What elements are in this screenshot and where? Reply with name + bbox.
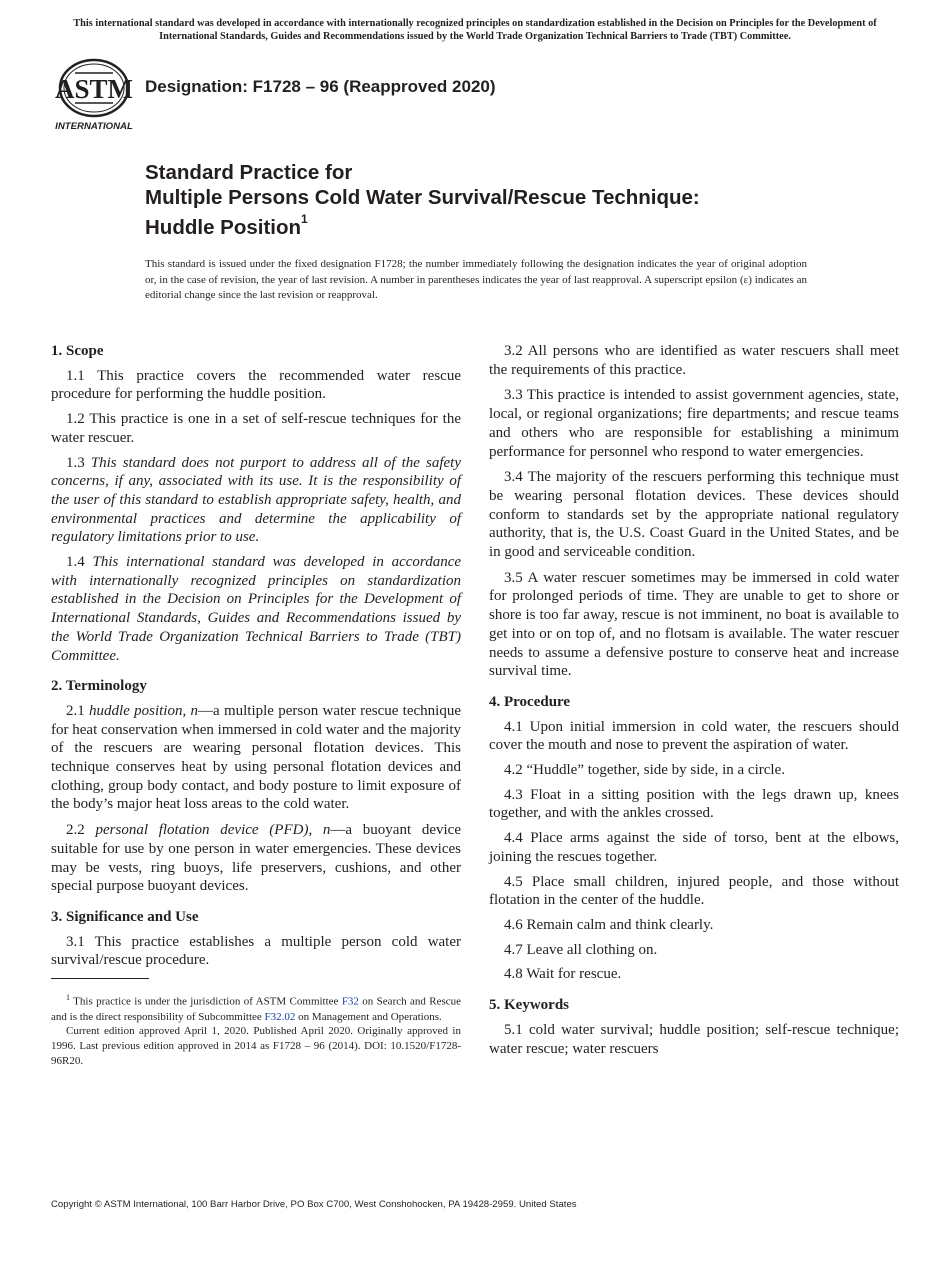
footnote-marker: 1 — [66, 993, 70, 1003]
heading-scope: 1. Scope — [51, 343, 104, 359]
section-procedure — [489, 693, 899, 984]
section-significance-start — [51, 908, 461, 970]
para-4-3: 4.3 Float in a sitting position with the legs drawn up, knees together, and with the ankles crossed. — [489, 786, 899, 822]
edition-note: Current edition approved April 1, 2020. Published April 2020. Originally approved in 1996. Last previous edition approved in 2014 as F1728 – 96 (2014). DOI: 10.1520/F1728-96R20. — [51, 1025, 461, 1067]
section-scope — [51, 342, 461, 665]
para-3-4: 3.4 The majority of the rescuers performing this technique must be wearing personal flotation devices. These devices should conform to standards set by the appropriate national regulatory authority, that is, the U.S. Coast Guard in the United States, and be in good and serviceable condition. — [489, 469, 899, 561]
footnote-text-b: on Search and Rescue and is the direct responsibility of Subcommittee — [51, 995, 461, 1023]
footnote-text-a: This practice is under the jurisdiction of ASTM Committee — [70, 995, 342, 1008]
heading-procedure: 4. Procedure — [489, 693, 571, 710]
para-4-7: 4.7 Leave all clothing on. — [504, 941, 658, 958]
heading-keywords: 5. Keywords — [489, 997, 569, 1014]
standard-title — [145, 160, 885, 240]
para-2-1-term: huddle position, n — [89, 702, 199, 719]
para-3-2: 3.2 All persons who are identified as water rescuers shall meet the requirements of this practice. — [489, 343, 899, 378]
para-1-3 — [51, 454, 461, 548]
para-1-3-text: This standard does not purport to address all of the safety concerns, if any, associated with its use. It is the responsibility of the user of this standard to establish appropriate safety, health, and environmental practices and determine the applicability of regulatory limitations prior to use. — [51, 454, 461, 546]
para-4-2: 4.2 “Huddle” together, side by side, in a circle. — [504, 762, 785, 779]
footnote — [51, 991, 461, 1069]
para-2-1 — [51, 702, 461, 814]
para-2-1-text: —a multiple person water rescue technique for heat conservation when immersed in cold water and the majority of the rescuers are wearing personal flotation devices. This technique conserves heat by using personal flotation devices and clothing, group body contact, and body posture to limit exposure of the body’s major heat loss areas to the cold water. — [51, 702, 461, 813]
astm-logo-letters: ASTM — [54, 74, 134, 104]
section-significance-cont — [489, 342, 899, 681]
para-4-1: 4.1 Upon initial immersion in cold water, the rescuers should cover the mouth and nose to prevent the aspiration of water. — [489, 718, 899, 754]
para-4-5: 4.5 Place small children, injured people, and those without flotation in the center of the huddle. — [489, 873, 899, 909]
para-3-1: 3.1 This practice establishes a multiple person cold water survival/rescue procedure. — [51, 933, 461, 969]
para-4-8: 4.8 Wait for rescue. — [504, 966, 622, 983]
title-line-1: Standard Practice for — [145, 161, 353, 184]
right-column — [489, 342, 899, 1064]
para-4-6: 4.6 Remain calm and think clearly. — [504, 916, 714, 933]
para-2-1-num: 2.1 — [66, 702, 90, 719]
para-4-4: 4.4 Place arms against the side of torso, bent at the elbows, joining the rescues together. — [489, 830, 899, 865]
para-1-4-num: 1.4 — [66, 554, 93, 571]
footnote-1 — [51, 991, 461, 1024]
subcommittee-link[interactable]: F32.02 — [264, 1010, 296, 1023]
para-1-4-text: This international standard was developed in accordance with internationally recognized principles on standardization established in the Decision on Principles for the Development of International Standards, Guides and Recommendations issued by the World Trade Organization Technical Barriers to Trade (TBT) Committee. — [51, 554, 462, 664]
issue-note: This standard is issued under the fixed designation F1728; the number immediately following the designation indicates the year of original adoption or, in the case of revision, the year of last revision. A number in parentheses indicates the year of last reapproval. A superscript epsilon (ε) indicates an editorial change since the last revision or reapproval. — [145, 258, 807, 301]
para-5-1: 5.1 cold water survival; huddle position; self-rescue technique; water rescue; water rescuers — [489, 1021, 899, 1057]
para-1-4 — [51, 553, 461, 665]
para-3-3: 3.3 This practice is intended to assist government agencies, state, local, or regional organizations; fire departments; and rescue teams and others who are responsible for establishing a minimum performance for personnel who respond to water emergencies. — [489, 387, 899, 460]
para-2-2-term: personal flotation device (PFD), n — [95, 822, 331, 839]
heading-terminology: 2. Terminology — [51, 678, 147, 695]
title-line-3 — [145, 210, 885, 240]
para-1-1: 1.1 This practice covers the recommended water rescue procedure for performing the huddle position. — [51, 367, 461, 403]
astm-logo — [53, 58, 135, 134]
footnote-text-c: on Management and Operations. — [295, 1010, 442, 1023]
heading-significance: 3. Significance and Use — [51, 908, 199, 925]
copyright: Copyright © ASTM International, 100 Barr Harbor Drive, PO Box C700, West Conshohocken, PA 19428-2959. United States — [51, 1199, 577, 1210]
para-1-3-num: 1.3 — [66, 454, 91, 471]
para-1-2: 1.2 This practice is one in a set of self-rescue techniques for the water rescuer. — [51, 411, 461, 446]
title-line-3-text: Huddle Position — [145, 215, 302, 239]
para-2-2-text: —a buoyant device suitable for use by one person in water emergencies. These devices may be vests, ring buoys, life preservers, cushions, and other special purpose buoyant devices. — [51, 822, 461, 895]
footnote-rule — [51, 978, 149, 979]
section-keywords — [489, 996, 899, 1058]
section-terminology — [51, 677, 461, 896]
committee-link[interactable]: F32 — [341, 995, 359, 1008]
left-column — [51, 342, 461, 1069]
designation: Designation: F1728 – 96 (Reapproved 2020) — [145, 77, 496, 96]
wto-notice: This international standard was developed in accordance with internationally recognized principles on standardization established in the Decision on Principles for the Development of International Standards, Guides and Recommendations issued by the World Trade Organization Technical Barriers to Trade (TBT) Committee. — [73, 18, 877, 42]
title-line-2: Multiple Persons Cold Water Survival/Rescue Technique: — [145, 186, 700, 209]
title-footnote-marker[interactable]: 1 — [301, 212, 308, 226]
para-2-2 — [51, 821, 461, 896]
para-2-2-num: 2.2 — [66, 822, 96, 839]
astm-logo-sub: INTERNATIONAL — [55, 121, 133, 132]
para-3-5: 3.5 A water rescuer sometimes may be immersed in cold water for prolonged periods of time. They are unable to get to shore or shore is too far away, rescue is not imminent, no boat is available to get into or on top of, and no flotsam is available. The water rescuer needs to assume a defensive posture to conserve heat and increase survival time. — [489, 569, 899, 680]
